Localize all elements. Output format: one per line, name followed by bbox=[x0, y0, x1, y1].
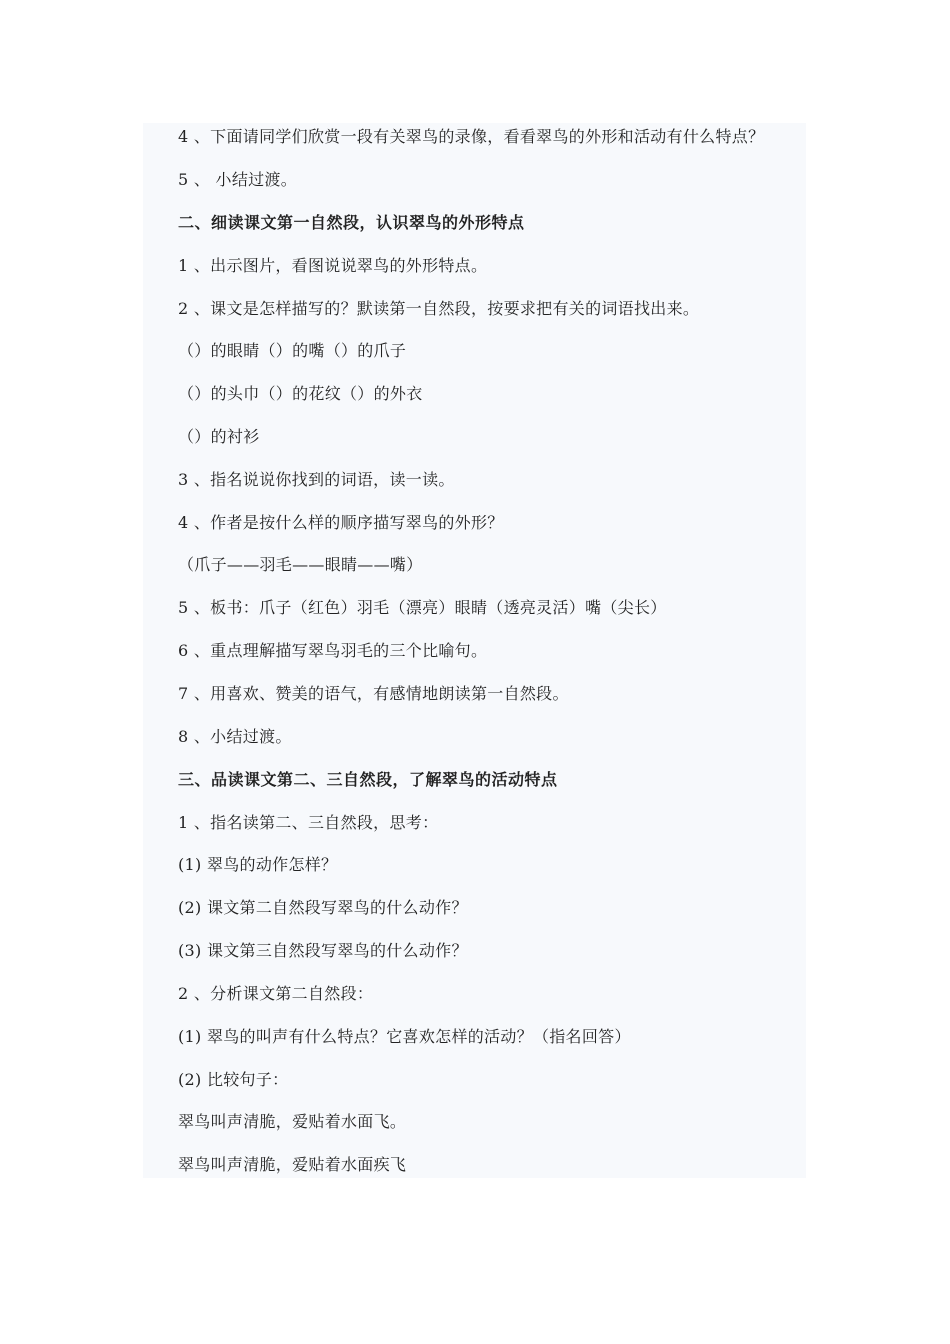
text-line: 7 、用喜欢、赞美的语气，有感情地朗读第一自然段。 bbox=[178, 684, 569, 703]
text-line: 1 、指名读第二、三自然段，思考： bbox=[178, 813, 439, 832]
text-line: 翠鸟叫声清脆，爱贴着水面飞。 bbox=[178, 1112, 407, 1131]
text-line: (2) 课文第二自然段写翠鸟的什么动作？ bbox=[178, 898, 468, 917]
text-line: （）的头巾（）的花纹（）的外衣 bbox=[178, 384, 423, 403]
text-line: 4 、下面请同学们欣赏一段有关翠鸟的录像，看看翠鸟的外形和活动有什么特点？ bbox=[178, 127, 765, 146]
section-heading: 二、细读课文第一自然段，认识翠鸟的外形特点 bbox=[178, 213, 525, 232]
text-line: 6 、重点理解描写翠鸟羽毛的三个比喻句。 bbox=[178, 641, 488, 660]
text-line: (3) 课文第三自然段写翠鸟的什么动作？ bbox=[178, 941, 468, 960]
text-line: (1) 翠鸟的动作怎样？ bbox=[178, 855, 338, 874]
text-line: 3 、指名说说你找到的词语，读一读。 bbox=[178, 470, 455, 489]
text-line: 1 、出示图片，看图说说翠鸟的外形特点。 bbox=[178, 256, 488, 275]
text-line: 8 、小结过渡。 bbox=[178, 727, 292, 746]
text-line: (1) 翠鸟的叫声有什么特点？它喜欢怎样的活动？（指名回答） bbox=[178, 1027, 631, 1046]
text-line: 2 、分析课文第二自然段： bbox=[178, 984, 374, 1003]
text-line: 5 、 小结过渡。 bbox=[178, 170, 298, 189]
text-line: （）的眼睛（）的嘴（）的爪子 bbox=[178, 341, 407, 360]
text-line: 4 、作者是按什么样的顺序描写翠鸟的外形？ bbox=[178, 513, 504, 532]
text-line: （）的衬衫 bbox=[178, 427, 260, 446]
text-line: 翠鸟叫声清脆，爱贴着水面疾飞 bbox=[178, 1155, 407, 1174]
section-heading: 三、品读课文第二、三自然段，了解翠鸟的活动特点 bbox=[178, 770, 558, 789]
text-line: 5 、板书：爪子（红色）羽毛（漂亮）眼睛（透亮灵活）嘴（尖长） bbox=[178, 598, 667, 617]
text-line: （爪子——羽毛——眼睛——嘴） bbox=[178, 555, 423, 574]
text-line: (2) 比较句子： bbox=[178, 1070, 289, 1089]
text-line: 2 、课文是怎样描写的？默读第一自然段，按要求把有关的词语找出来。 bbox=[178, 299, 700, 318]
